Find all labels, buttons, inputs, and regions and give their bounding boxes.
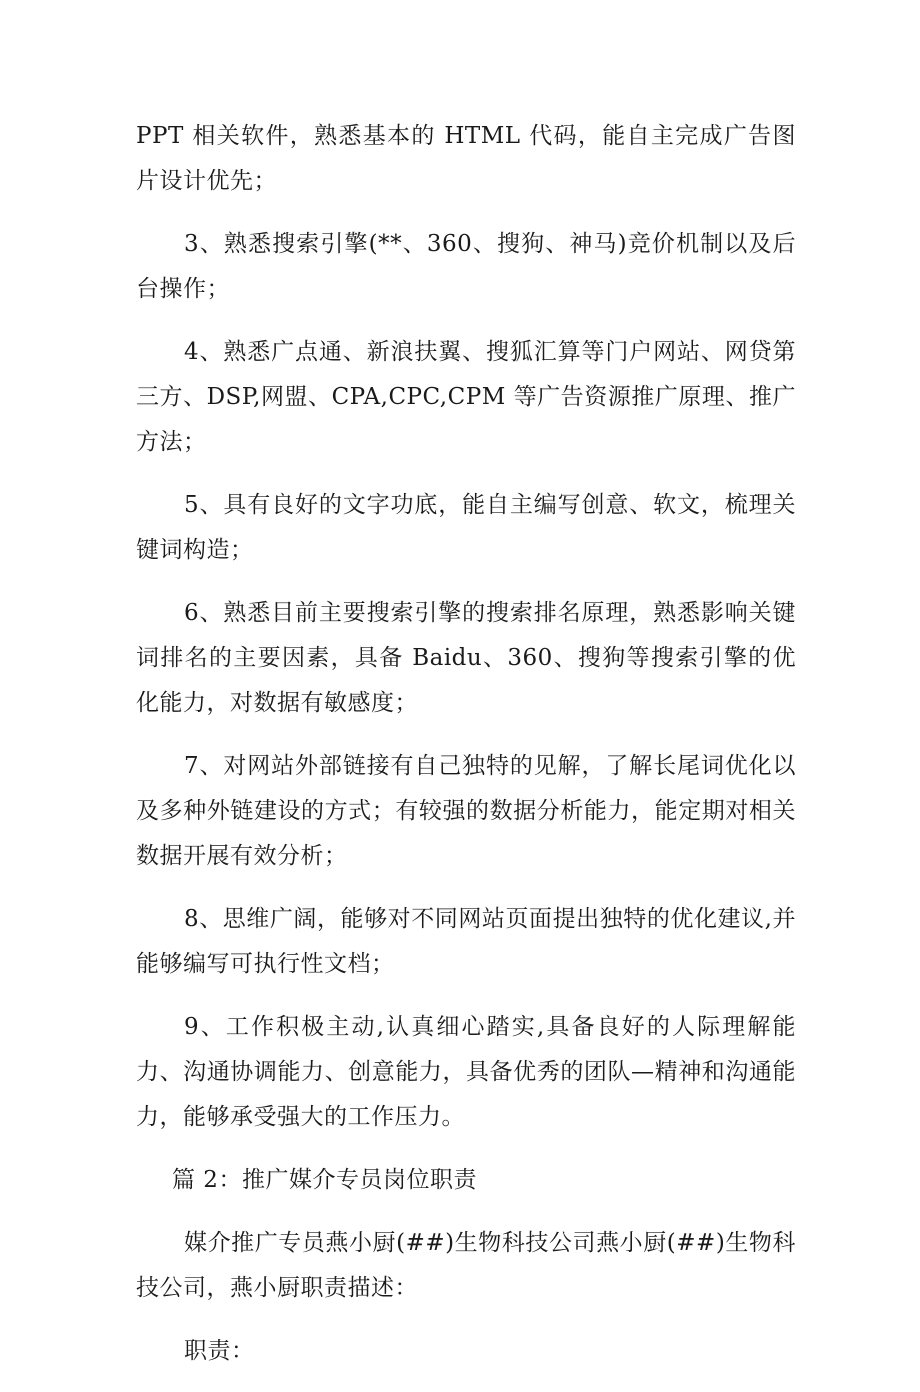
paragraph-item-4: 4、熟悉广点通、新浪扶翼、搜狐汇算等门户网站、网贷第三方、DSP,网盟、CPA,CPC,CPM 等广告资源推广原理、推广方法； [136, 339, 796, 455]
paragraph-item-5: 5、具有良好的文字功底，能自主编写创意、软文，梳理关键词构造； [136, 492, 796, 563]
paragraph-item-3: 3、熟悉搜索引擎(**、360、搜狗、神马)竞价机制以及后台操作； [136, 231, 796, 302]
document-body [136, 114, 796, 1392]
paragraph-item-7: 7、对网站外部链接有自己独特的见解，了解长尾词优化以及多种外链建设的方式；有较强的数据分析能力，能定期对相关数据开展有效分析； [136, 753, 796, 869]
paragraph-item-6: 6、熟悉目前主要搜索引擎的搜索排名原理，熟悉影响关键词排名的主要因素，具备 Baidu、360、搜狗等搜索引擎的优化能力，对数据有敏感度； [136, 600, 796, 716]
paragraph-intro: 媒介推广专员燕小厨(##)生物科技公司燕小厨(##)生物科技公司，燕小厨职责描述： [136, 1230, 796, 1301]
paragraph-item-8: 8、思维广阔，能够对不同网站页面提出独特的优化建议,并能够编写可执行性文档； [136, 906, 796, 977]
paragraph-continuation: PPT 相关软件，熟悉基本的 HTML 代码，能自主完成广告图片设计优先； [136, 123, 796, 194]
duties-label: 职责： [184, 1338, 255, 1364]
paragraph-item-9: 9、工作积极主动,认真细心踏实,具备良好的人际理解能力、沟通协调能力、创意能力，具备优秀的团队—精神和沟通能力，能够承受强大的工作压力。 [136, 1014, 796, 1130]
section-heading: 篇 2：推广媒介专员岗位职责 [172, 1167, 477, 1193]
